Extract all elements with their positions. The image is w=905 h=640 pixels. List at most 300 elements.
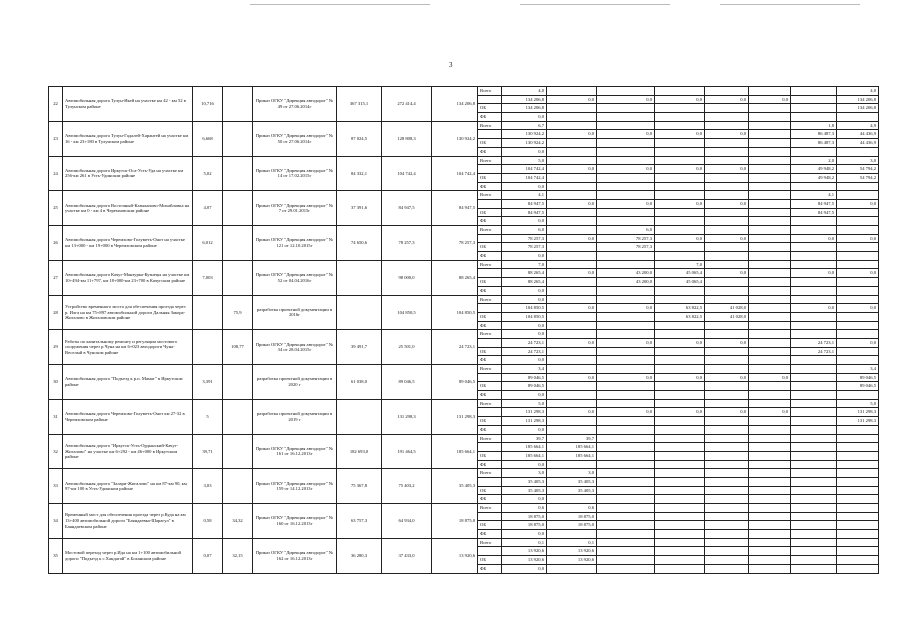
amount-cell: 0,0: [547, 165, 597, 174]
amount-cell: [705, 321, 749, 330]
current-cost-cell: 191 464,5: [382, 434, 432, 469]
amount-cell: [705, 278, 749, 287]
amount-cell: [749, 217, 791, 226]
amount-cell: [837, 208, 879, 217]
amount-cell: [597, 182, 655, 191]
amount-cell: 84 947,5: [502, 208, 547, 217]
funding-source-cell: ФБ: [478, 530, 502, 539]
current-cost-cell: 131 298,3: [382, 399, 432, 434]
amount-cell: 0,0: [705, 165, 749, 174]
amount-cell: [547, 113, 597, 122]
amount-cell: 0,0: [597, 373, 655, 382]
funding-source-cell: ОБ: [478, 556, 502, 565]
amount-cell: 104 850,5: [502, 304, 547, 313]
amount-cell: [547, 104, 597, 113]
amount-cell: [791, 252, 837, 261]
amount-cell: [749, 504, 791, 513]
amount-cell: 0,0: [749, 95, 791, 104]
amount-cell: [597, 530, 655, 539]
amount-cell: [791, 408, 837, 417]
funding-source-cell: Всего: [478, 469, 502, 478]
amount-cell: [705, 451, 749, 460]
amount-cell: 4,1: [791, 191, 837, 200]
amount-cell: [547, 121, 597, 130]
amount-cell: [705, 434, 749, 443]
amount-cell: [655, 391, 705, 400]
funding-source-cell: ОБ: [478, 173, 502, 182]
amount-cell: [749, 208, 791, 217]
amount-cell: [655, 104, 705, 113]
amount-cell: [791, 226, 837, 235]
funding-source-cell: [478, 408, 502, 417]
table-row: [49, 191, 879, 200]
amount-cell: 0,0: [597, 95, 655, 104]
amount-cell: 45 065,4: [655, 278, 705, 287]
amount-cell: [749, 121, 791, 130]
funding-source-cell: ОБ: [478, 139, 502, 148]
amount-cell: [837, 451, 879, 460]
length-m-cell: [223, 87, 253, 122]
amount-cell: [791, 147, 837, 156]
basis-cell: разработка проектной документации в 2016г: [253, 295, 337, 330]
table-row: [49, 226, 879, 235]
amount-cell: [597, 139, 655, 148]
table-row: [49, 156, 879, 165]
amount-cell: [837, 278, 879, 287]
amount-cell: [705, 87, 749, 96]
amount-cell: [705, 252, 749, 261]
amount-cell: [547, 243, 597, 252]
amount-cell: [547, 330, 597, 339]
amount-cell: [547, 460, 597, 469]
estimated-cost-cell: [337, 399, 382, 434]
amount-cell: [547, 252, 597, 261]
amount-cell: [655, 147, 705, 156]
amount-cell: [749, 443, 791, 452]
amount-cell: 1,8: [791, 121, 837, 130]
amount-cell: [547, 226, 597, 235]
table-row: [49, 330, 879, 339]
amount-cell: [749, 486, 791, 495]
amount-cell: 5,0: [502, 399, 547, 408]
amount-cell: 0,0: [502, 425, 547, 434]
amount-cell: [597, 425, 655, 434]
length-m-cell: [223, 399, 253, 434]
amount-cell: [837, 260, 879, 269]
funding-source-cell: ОБ: [478, 278, 502, 287]
amount-cell: 18 875,0: [502, 521, 547, 530]
amount-cell: 130 924,2: [502, 130, 547, 139]
amount-cell: [791, 87, 837, 96]
amount-cell: [597, 451, 655, 460]
amount-cell: [705, 425, 749, 434]
current-cost-cell: 78 257,3: [382, 226, 432, 261]
amount-cell: [547, 278, 597, 287]
length-m-cell: 32,15: [223, 538, 253, 573]
funding-source-cell: [478, 338, 502, 347]
amount-cell: [597, 382, 655, 391]
amount-cell: [597, 260, 655, 269]
remaining-cost-cell: 89 046,5: [432, 365, 478, 400]
basis-cell: Приказ ОГКУ "Дирекция автодорог" № 49 от 27.06.2014г: [253, 87, 337, 122]
basis-cell: разработка проектной документации в 2019 г: [253, 399, 337, 434]
amount-cell: 18 875,0: [502, 512, 547, 521]
length-km-cell: 3,391: [193, 365, 223, 400]
amount-cell: [749, 547, 791, 556]
amount-cell: [655, 295, 705, 304]
amount-cell: [749, 304, 791, 313]
amount-cell: [597, 104, 655, 113]
amount-cell: 0,0: [705, 373, 749, 382]
amount-cell: [597, 512, 655, 521]
amount-cell: [791, 425, 837, 434]
amount-cell: 0,0: [597, 304, 655, 313]
amount-cell: [837, 564, 879, 573]
amount-cell: [791, 530, 837, 539]
amount-cell: [547, 382, 597, 391]
amount-cell: [791, 538, 837, 547]
amount-cell: [547, 147, 597, 156]
basis-cell: разработка проектной документации в 2020 г: [253, 365, 337, 400]
amount-cell: 89 046,5: [837, 373, 879, 382]
amount-cell: 0,0: [547, 373, 597, 382]
length-km-cell: 3,03: [193, 469, 223, 504]
row-number-cell: 35: [49, 538, 63, 573]
funding-source-cell: ОБ: [478, 521, 502, 530]
estimated-cost-cell: 63 757,3: [337, 504, 382, 539]
amount-cell: [547, 365, 597, 374]
length-km-cell: 7,003: [193, 260, 223, 295]
amount-cell: [655, 330, 705, 339]
amount-cell: 0,0: [547, 338, 597, 347]
length-km-cell: 39,71: [193, 434, 223, 469]
funding-source-cell: [478, 234, 502, 243]
funding-source-cell: Всего: [478, 156, 502, 165]
amount-cell: [547, 182, 597, 191]
amount-cell: [597, 486, 655, 495]
remaining-cost-cell: 104 742,4: [432, 156, 478, 191]
amount-cell: 0,0: [502, 295, 547, 304]
amount-cell: 131 298,3: [837, 417, 879, 426]
estimated-cost-cell: [337, 295, 382, 330]
amount-cell: 0,0: [705, 199, 749, 208]
amount-cell: [837, 530, 879, 539]
amount-cell: 0,0: [655, 338, 705, 347]
funding-source-cell: ОБ: [478, 382, 502, 391]
amount-cell: [655, 521, 705, 530]
amount-cell: 0,0: [502, 252, 547, 261]
amount-cell: 4,0: [502, 87, 547, 96]
amount-cell: [655, 356, 705, 365]
amount-cell: 0,0: [791, 304, 837, 313]
amount-cell: 134 206,8: [837, 95, 879, 104]
amount-cell: [705, 139, 749, 148]
amount-cell: [655, 208, 705, 217]
amount-cell: [837, 347, 879, 356]
amount-cell: [655, 417, 705, 426]
amount-cell: 185 664,1: [502, 443, 547, 452]
amount-cell: 35 405,3: [547, 477, 597, 486]
estimated-cost-cell: 61 038,0: [337, 365, 382, 400]
amount-cell: [837, 434, 879, 443]
amount-cell: [705, 260, 749, 269]
amount-cell: [655, 347, 705, 356]
amount-cell: [597, 356, 655, 365]
row-number-cell: 22: [49, 87, 63, 122]
amount-cell: [791, 469, 837, 478]
amount-cell: 0,0: [547, 408, 597, 417]
amount-cell: [837, 113, 879, 122]
amount-cell: [791, 286, 837, 295]
amount-cell: 54 794,2: [837, 165, 879, 174]
amount-cell: [547, 312, 597, 321]
amount-cell: [749, 564, 791, 573]
amount-cell: [597, 191, 655, 200]
funding-source-cell: Всего: [478, 295, 502, 304]
amount-cell: [749, 356, 791, 365]
funding-source-cell: [478, 373, 502, 382]
remaining-cost-cell: 104 850,5: [432, 295, 478, 330]
length-m-cell: [223, 365, 253, 400]
amount-cell: 0,0: [502, 564, 547, 573]
amount-cell: [547, 321, 597, 330]
amount-cell: 49 948,2: [791, 165, 837, 174]
amount-cell: [705, 182, 749, 191]
remaining-cost-cell: 130 924,2: [432, 121, 478, 156]
amount-cell: 88 265,4: [502, 278, 547, 287]
amount-cell: 0,0: [547, 269, 597, 278]
current-cost-cell: 37 433,0: [382, 538, 432, 573]
amount-cell: [749, 295, 791, 304]
basis-cell: Приказ ОГКУ "Дирекция автодорог" № 159 от 14.12.2013г: [253, 469, 337, 504]
amount-cell: 0,0: [655, 234, 705, 243]
basis-cell: Приказ ОГКУ "Дирекция автодорог" № 161 от 16.12.2013г: [253, 434, 337, 469]
amount-cell: [655, 243, 705, 252]
estimated-cost-cell: 39 491,7: [337, 330, 382, 365]
current-cost-cell: 64 934,0: [382, 504, 432, 539]
amount-cell: [749, 182, 791, 191]
estimated-cost-cell: 87 024,5: [337, 121, 382, 156]
amount-cell: [705, 382, 749, 391]
funding-source-cell: [478, 304, 502, 313]
object-name-cell: Автомобильная дорога Восточный-Казыкапово-Михайловка на участке км 0 - км 4 в Черемховском районе: [63, 191, 193, 226]
amount-cell: 49 948,2: [791, 173, 837, 182]
amount-cell: [547, 260, 597, 269]
amount-cell: [749, 417, 791, 426]
amount-cell: 7,0: [655, 260, 705, 269]
length-km-cell: 10,716: [193, 87, 223, 122]
amount-cell: [547, 391, 597, 400]
amount-cell: [791, 477, 837, 486]
amount-cell: 0,0: [597, 199, 655, 208]
amount-cell: [655, 252, 705, 261]
basis-cell: Приказ ОГКУ "Дирекция автодорог" № 52 от 04.04.2016г: [253, 260, 337, 295]
length-km-cell: 5,02: [193, 156, 223, 191]
funding-source-cell: [478, 95, 502, 104]
amount-cell: 0,0: [547, 234, 597, 243]
amount-cell: [705, 530, 749, 539]
amount-cell: 35 405,3: [502, 477, 547, 486]
amount-cell: 63 822,5: [655, 312, 705, 321]
remaining-cost-cell: 13 920,6: [432, 538, 478, 573]
amount-cell: [837, 286, 879, 295]
amount-cell: 18 875,0: [547, 521, 597, 530]
amount-cell: 0,0: [749, 408, 791, 417]
funding-source-cell: ОБ: [478, 417, 502, 426]
amount-cell: [705, 538, 749, 547]
amount-cell: 0,0: [502, 460, 547, 469]
amount-cell: 3,4: [837, 365, 879, 374]
table-row: [49, 469, 879, 478]
amount-cell: 6,7: [502, 121, 547, 130]
amount-cell: 0,1: [502, 538, 547, 547]
amount-cell: 54 794,2: [837, 173, 879, 182]
amount-cell: [791, 547, 837, 556]
amount-cell: 134 206,8: [837, 104, 879, 113]
amount-cell: [705, 521, 749, 530]
length-km-cell: 6,668: [193, 121, 223, 156]
amount-cell: [705, 391, 749, 400]
amount-cell: 130 924,2: [502, 139, 547, 148]
amount-cell: [791, 356, 837, 365]
amount-cell: [655, 286, 705, 295]
amount-cell: 24 723,1: [502, 347, 547, 356]
amount-cell: [791, 182, 837, 191]
amount-cell: [655, 512, 705, 521]
remaining-cost-cell: 84 947,5: [432, 191, 478, 226]
amount-cell: 78 257,3: [597, 234, 655, 243]
amount-cell: 86 487,3: [791, 130, 837, 139]
amount-cell: [597, 556, 655, 565]
amount-cell: [705, 399, 749, 408]
amount-cell: [655, 217, 705, 226]
amount-cell: [837, 460, 879, 469]
amount-cell: 0,0: [655, 408, 705, 417]
amount-cell: [749, 538, 791, 547]
amount-cell: 0,0: [655, 165, 705, 174]
amount-cell: 134 206,8: [502, 104, 547, 113]
amount-cell: 6,0: [597, 226, 655, 235]
amount-cell: 84 947,5: [502, 199, 547, 208]
amount-cell: [597, 477, 655, 486]
amount-cell: [705, 217, 749, 226]
funding-source-cell: [478, 130, 502, 139]
amount-cell: [547, 217, 597, 226]
amount-cell: 0,0: [791, 234, 837, 243]
funding-source-cell: ФБ: [478, 321, 502, 330]
amount-cell: 35 405,3: [502, 486, 547, 495]
amount-cell: [791, 451, 837, 460]
amount-cell: [597, 391, 655, 400]
amount-cell: 0,0: [547, 199, 597, 208]
amount-cell: [705, 365, 749, 374]
table-row: [49, 538, 879, 547]
amount-cell: [749, 199, 791, 208]
amount-cell: [749, 243, 791, 252]
amount-cell: [749, 460, 791, 469]
amount-cell: [837, 312, 879, 321]
object-name-cell: Автомобильная дорога "Подъезд к р.п. Мамаг" в Иркутском районе: [63, 365, 193, 400]
amount-cell: [791, 417, 837, 426]
estimated-cost-cell: 75 367,8: [337, 469, 382, 504]
page-number: 3: [449, 61, 453, 69]
amount-cell: [597, 564, 655, 573]
amount-cell: [655, 365, 705, 374]
amount-cell: [655, 139, 705, 148]
amount-cell: [749, 391, 791, 400]
amount-cell: 78 257,3: [502, 234, 547, 243]
amount-cell: [597, 217, 655, 226]
amount-cell: 18 875,0: [547, 512, 597, 521]
amount-cell: [655, 226, 705, 235]
amount-cell: [749, 399, 791, 408]
funding-source-cell: [478, 477, 502, 486]
length-km-cell: 0,58: [193, 504, 223, 539]
amount-cell: [791, 495, 837, 504]
amount-cell: 5,0: [837, 399, 879, 408]
amount-cell: [791, 278, 837, 287]
funding-source-cell: Всего: [478, 260, 502, 269]
amount-cell: [791, 399, 837, 408]
amount-cell: 3,4: [502, 365, 547, 374]
amount-cell: [655, 156, 705, 165]
amount-cell: [749, 330, 791, 339]
amount-cell: [547, 530, 597, 539]
amount-cell: [547, 425, 597, 434]
amount-cell: 43 200,0: [597, 278, 655, 287]
amount-cell: 0,0: [705, 130, 749, 139]
funding-source-cell: ОБ: [478, 208, 502, 217]
length-m-cell: [223, 226, 253, 261]
current-cost-cell: 104 742,4: [382, 156, 432, 191]
table-row: [49, 365, 879, 374]
amount-cell: [749, 321, 791, 330]
current-cost-cell: 272 414,4: [382, 87, 432, 122]
amount-cell: [749, 521, 791, 530]
amount-cell: [749, 165, 791, 174]
object-name-cell: Автомобильная дорога "Залари-Жигалово" на км 87-км 90, км 97-км 100 в Усть-Удинском районе: [63, 469, 193, 504]
amount-cell: [837, 217, 879, 226]
object-name-cell: Автомобильная дорога "Иркутск-Усть-Ордынский-Качуг-Жигалово" на участке км 6+292 - км 46+000 в Иркутском районе: [63, 434, 193, 469]
remaining-cost-cell: 131 298,3: [432, 399, 478, 434]
amount-cell: [837, 356, 879, 365]
amount-cell: [837, 147, 879, 156]
amount-cell: [597, 330, 655, 339]
funding-source-cell: [478, 547, 502, 556]
funding-source-cell: ОБ: [478, 243, 502, 252]
amount-cell: [547, 139, 597, 148]
amount-cell: [705, 495, 749, 504]
length-km-cell: 0,07: [193, 538, 223, 573]
amount-cell: [655, 504, 705, 513]
length-m-cell: 75,9: [223, 295, 253, 330]
length-m-cell: [223, 191, 253, 226]
funding-source-cell: Всего: [478, 538, 502, 547]
amount-cell: [837, 538, 879, 547]
amount-cell: [791, 321, 837, 330]
table-row: [49, 295, 879, 304]
estimated-cost-cell: 84 332,1: [337, 156, 382, 191]
length-m-cell: [223, 260, 253, 295]
amount-cell: [547, 356, 597, 365]
amount-cell: 4,1: [502, 191, 547, 200]
amount-cell: [749, 365, 791, 374]
amount-cell: [705, 147, 749, 156]
amount-cell: [749, 113, 791, 122]
amount-cell: 0,1: [547, 538, 597, 547]
funding-source-cell: Всего: [478, 121, 502, 130]
funding-source-cell: Всего: [478, 191, 502, 200]
